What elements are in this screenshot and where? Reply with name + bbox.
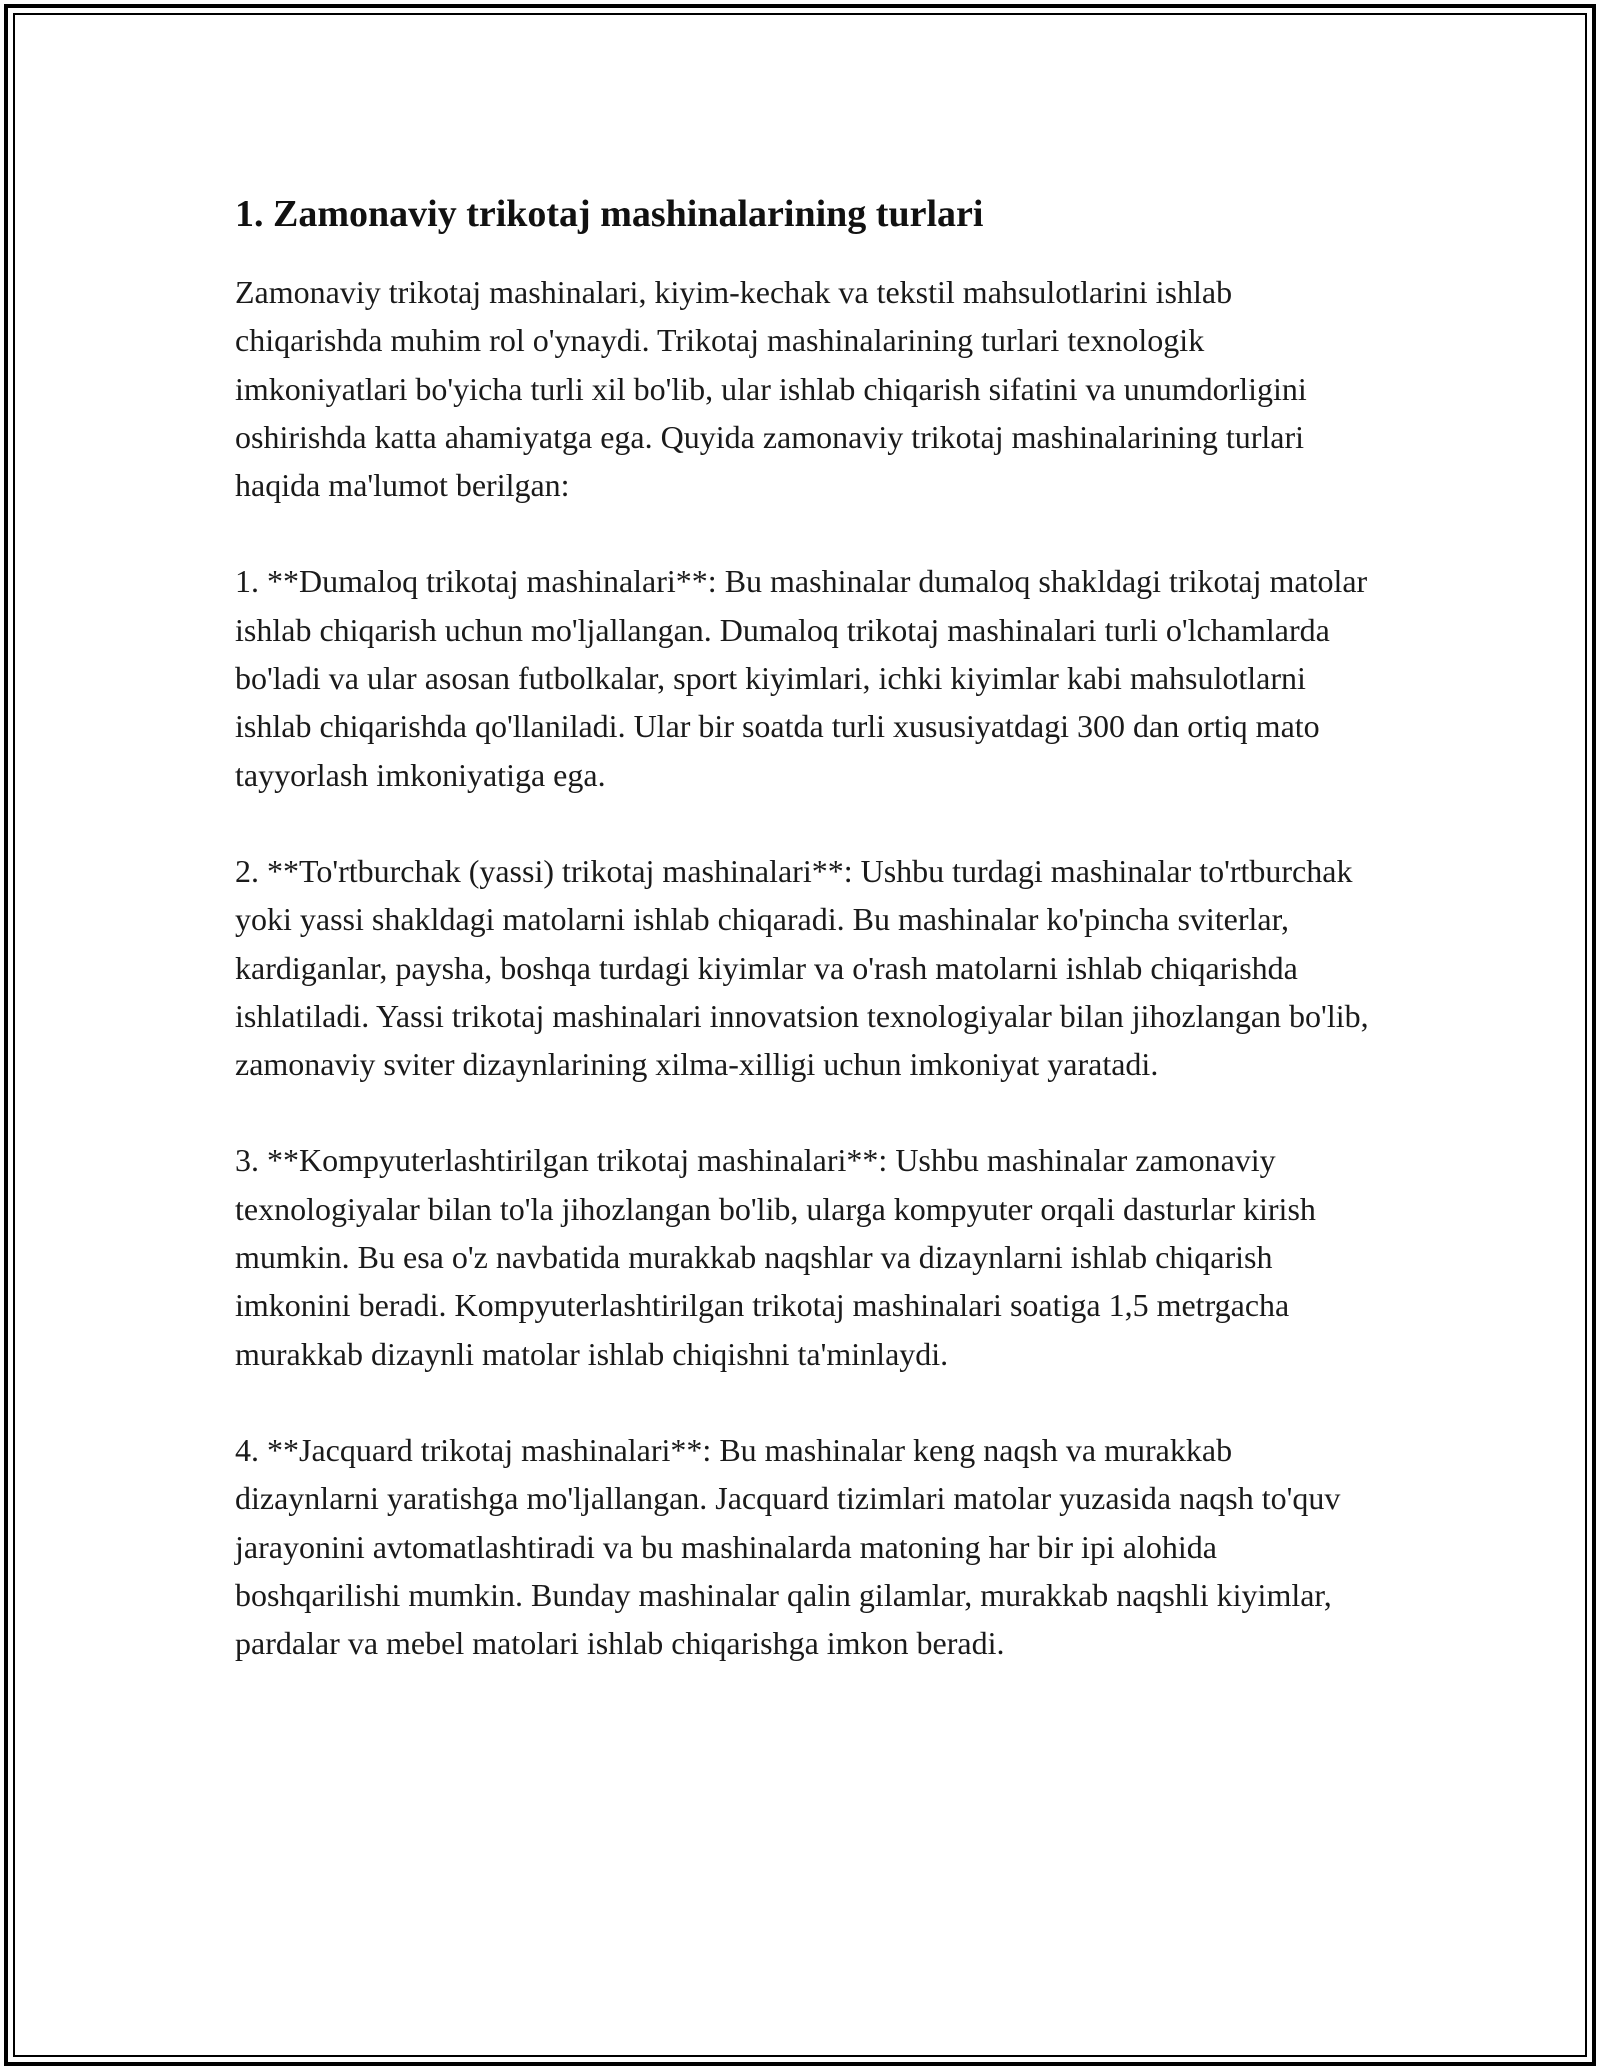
list-item-circular-machines: 1. **Dumaloq trikotaj mashinalari**: Bu mashinalar dumaloq shakldagi trikotaj matolar ishlab chiqarish uchun mo'ljallangan. Dumaloq trikotaj mashinalari turli o'lchamlarda bo'ladi va ular asosan futbolkalar, sport kiyimlari, ichki kiyimlar kabi mahsulotlarni ishlab chiqarishda qo'llaniladi. Ular bir soatda turli xususiyatdagi 300 dan ortiq mato tayyorlash imkoniyatiga ega. [235,563,1368,793]
document-body [235,188,1375,1715]
list-item-jacquard-machines: 4. **Jacquard trikotaj mashinalari**: Bu mashinalar keng naqsh va murakkab dizaynlarni yaratishga mo'ljallangan. Jacquard tizimlari matolar yuzasida naqsh to'quv jarayonini avtomatlashtiradi va bu mashinalarda matoning har bir ipi alohida boshqarilishi mumkin. Bunday mashinalar qalin gilamlar, murakkab naqshli kiyimlar, pardalar va mebel matolari ishlab chiqarishga imkon beradi. [235,1431,1341,1662]
section-heading: 1. Zamonaviy trikotaj mashinalarining turlari [235,193,984,235]
list-item-flat-machines: 2. **To'rtburchak (yassi) trikotaj mashinalari**: Ushbu turdagi mashinalar to'rtburchak yoki yassi shakldagi matolarni ishlab chiqaradi. Bu mashinalar ko'pincha sviterlar, kardiganlar, paysha, boshqa turdagi kiyimlar va o'rash matolarni ishlab chiqarishda ishlatiladi. Yassi trikotaj mashinalari innovatsion texnologiyalar bilan jihozlangan bo'lib, zamonaviy sviter dizaynlarining xilma-xilligi uchun imkoniyat yaratadi. [235,852,1369,1083]
list-item-computerized-machines: 3. **Kompyuterlashtirilgan trikotaj mashinalari**: Ushbu mashinalar zamonaviy texnologiyalar bilan to'la jihozlangan bo'lib, ularga kompyuter orqali dasturlar kirish mumkin. Bu esa o'z navbatida murakkab naqshlar va dizaynlarni ishlab chiqarish imkonini beradi. Kompyuterlashtirilgan trikotaj mashinalari soatiga 1,5 metrgacha murakkab dizaynli matolar ishlab chiqishni ta'minlaydi. [235,1142,1316,1372]
intro-paragraph: Zamonaviy trikotaj mashinalari, kiyim-kechak va tekstil mahsulotlarini ishlab chiqarishda muhim rol o'ynaydi. Trikotaj mashinalarining turlari texnologik imkoniyatlari bo'yicha turli xil bo'lib, ular ishlab chiqarish sifatini va unumdorligini oshirishda katta ahamiyatga ega. Quyida zamonaviy trikotaj mashinalarining turlari haqida ma'lumot berilgan: [235,274,1307,504]
